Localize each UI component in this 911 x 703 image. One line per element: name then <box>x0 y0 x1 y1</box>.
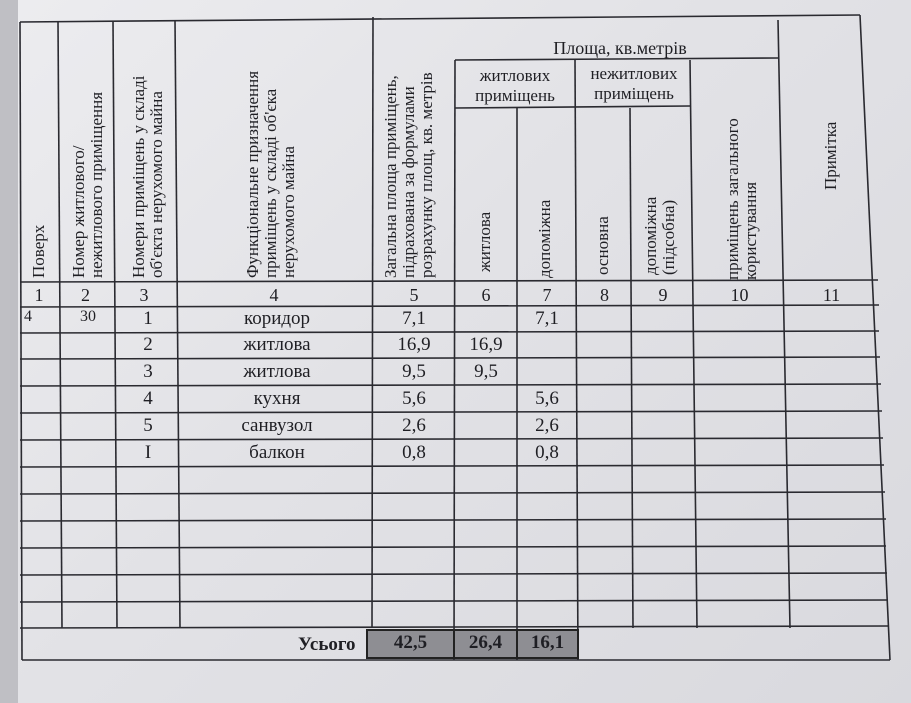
row-total-cell: 9,5 <box>402 361 426 382</box>
column-number: 8 <box>600 285 609 305</box>
total-area-value: 42,5 <box>393 632 428 653</box>
header-main-nonliving: основна <box>593 216 612 275</box>
row-aux-cell: 2,6 <box>535 415 559 436</box>
row-living-cell: 16,9 <box>469 334 503 355</box>
total-label: Усього <box>298 634 356 655</box>
column-number: 2 <box>81 285 90 305</box>
header-function: Функціональне призначення приміщень у складі об'єка нерухомого майна <box>243 70 298 278</box>
header-aux-nonliving: допоміжна (підсобна) <box>641 196 678 275</box>
header-note: Примітка <box>821 121 840 190</box>
row-total-cell: 2,6 <box>402 415 426 436</box>
column-number: 4 <box>269 285 279 305</box>
row-total-cell: 5,6 <box>402 388 426 409</box>
row-room-cell: 4 <box>143 388 153 409</box>
header-aux-area: допоміжна <box>535 199 554 278</box>
row-aux-cell: 7,1 <box>535 308 559 329</box>
row-total-cell: 0,8 <box>402 442 426 463</box>
row-room-cell: І <box>144 442 152 463</box>
row-purpose-cell: житлова <box>243 334 311 355</box>
row-unit-cell: 30 <box>80 308 96 325</box>
row-total-cell: 16,9 <box>397 334 431 355</box>
row-room-cell: 2 <box>143 334 153 355</box>
header-living-group: житлових приміщень <box>475 66 555 105</box>
total-living-value: 26,4 <box>468 632 503 653</box>
row-room-cell: 1 <box>143 308 153 329</box>
row-room-cell: 3 <box>143 361 153 382</box>
row-aux-cell: 5,6 <box>535 388 559 409</box>
column-number: 1 <box>34 285 44 305</box>
column-number: 6 <box>481 285 491 305</box>
header-nonliving-group: нежитлових приміщень <box>590 64 678 103</box>
column-number: 10 <box>730 285 749 305</box>
header-area-group: Площа, кв.метрів <box>553 38 687 58</box>
row-room-cell: 5 <box>143 415 153 436</box>
column-number: 11 <box>822 285 841 305</box>
column-number: 5 <box>409 285 419 305</box>
header-room-numbers: Номери приміщень у складі об'єкта нерухомого майна <box>129 75 166 278</box>
column-number: 3 <box>139 285 149 305</box>
row-purpose-cell: коридор <box>243 308 311 329</box>
header-living-area: житлова <box>475 211 494 272</box>
row-aux-cell: 0,8 <box>535 442 559 463</box>
header-common-use: приміщень загального користування <box>723 118 760 280</box>
column-number: 9 <box>658 285 668 305</box>
row-total-cell: 7,1 <box>402 308 426 329</box>
total-aux-value: 16,1 <box>530 632 565 653</box>
row-purpose-cell: житлова <box>243 361 311 382</box>
row-purpose-cell: кухня <box>253 388 301 409</box>
header-unit-number: Номер житлового/ нежитлового приміщення <box>69 91 106 278</box>
row-purpose-cell: балкон <box>249 442 305 463</box>
header-floor: Поверх <box>29 224 48 278</box>
row-purpose-cell: санвузол <box>241 415 313 436</box>
row-floor-cell: 4 <box>24 308 32 325</box>
row-living-cell: 9,5 <box>474 361 498 382</box>
column-number: 7 <box>542 285 552 305</box>
header-total-area: Загальна площа приміщень, підрахована за формулами розрахунку площ, кв. метрів <box>381 72 436 278</box>
